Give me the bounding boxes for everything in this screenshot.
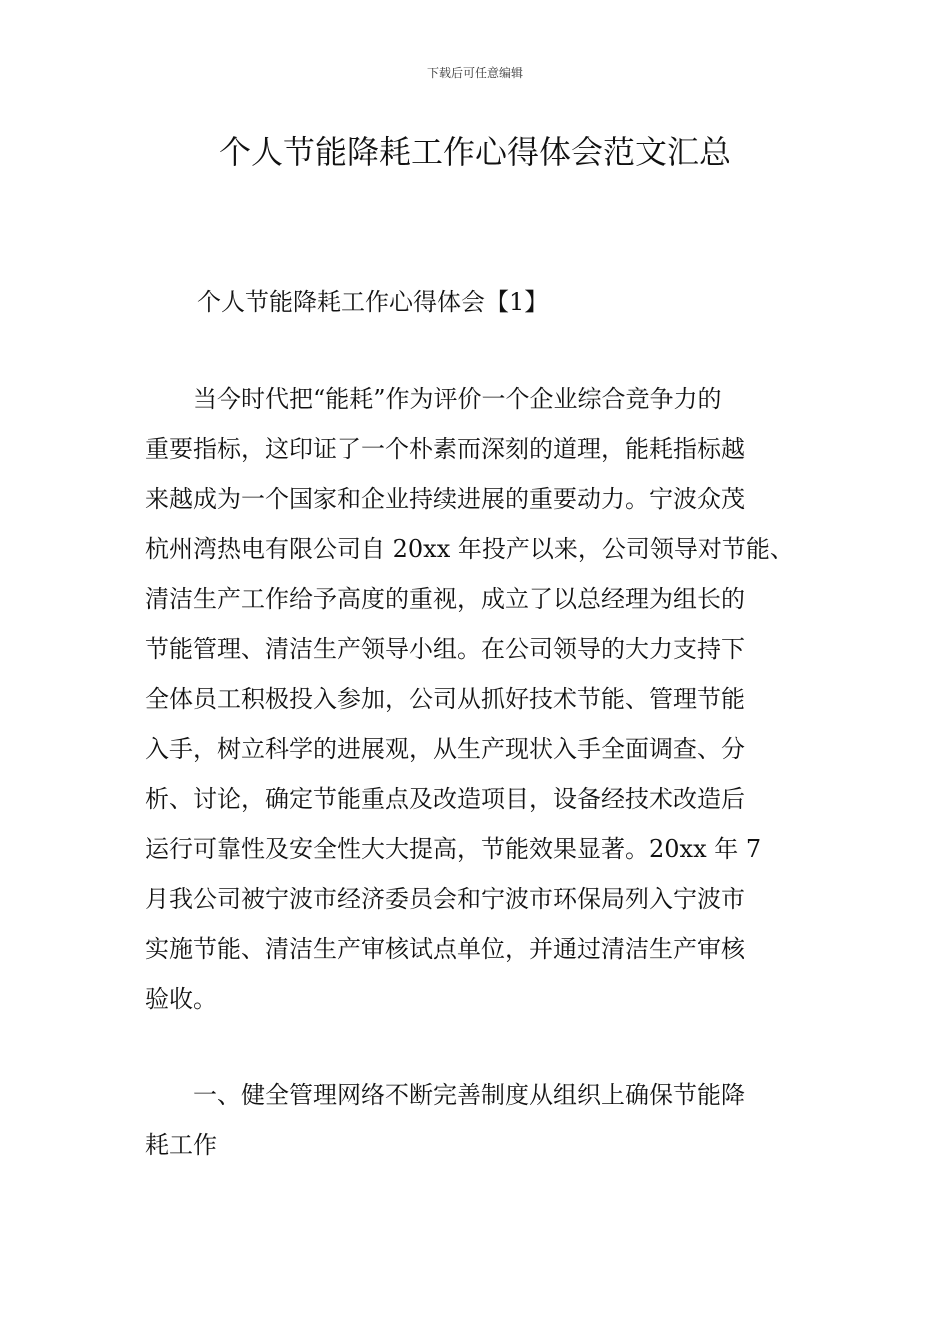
section-heading: 个人节能降耗工作心得体会【1】 [197,288,549,316]
paragraph-line: 来越成为一个国家和企业持续进展的重要动力。宁波众茂 [145,485,745,513]
paragraph-line: 重要指标，这印证了一个朴素而深刻的道理，能耗指标越 [145,435,745,463]
paragraph-1 [145,374,825,1024]
paragraph-line: 清洁生产工作给予高度的重视，成立了以总经理为组长的 [145,585,745,613]
paragraph-line: 月我公司被宁波市经济委员会和宁波市环保局列入宁波市 [145,885,745,913]
paragraph-line: 验收。 [145,985,217,1013]
paragraph-line: 当今时代把“能耗”作为评价一个企业综合竞争力的 [145,385,722,413]
paragraph-line: 一、健全管理网络不断完善制度从组织上确保节能降 [145,1081,745,1109]
header-note: 下载后可任意编辑 [426,66,523,80]
paragraph-line: 全体员工积极投入参加，公司从抓好技术节能、管理节能 [145,685,745,713]
paragraph-line: 实施节能、清洁生产审核试点单位，并通过清洁生产审核 [145,935,745,963]
paragraph-2 [145,1070,825,1170]
paragraph-line: 运行可靠性及安全性大大提高，节能效果显著。20xx 年 7 [145,835,762,863]
document-title: 个人节能降耗工作心得体会范文汇总 [218,133,731,171]
paragraph-line: 节能管理、清洁生产领导小组。在公司领导的大力支持下 [145,635,745,663]
paragraph-line: 入手，树立科学的进展观，从生产现状入手全面调查、分 [145,735,745,763]
paragraph-line: 杭州湾热电有限公司自 20xx 年投产以来，公司领导对节能、 [145,535,794,563]
paragraph-line: 耗工作 [145,1131,217,1159]
paragraph-line: 析、讨论，确定节能重点及改造项目，设备经技术改造后 [145,785,745,813]
